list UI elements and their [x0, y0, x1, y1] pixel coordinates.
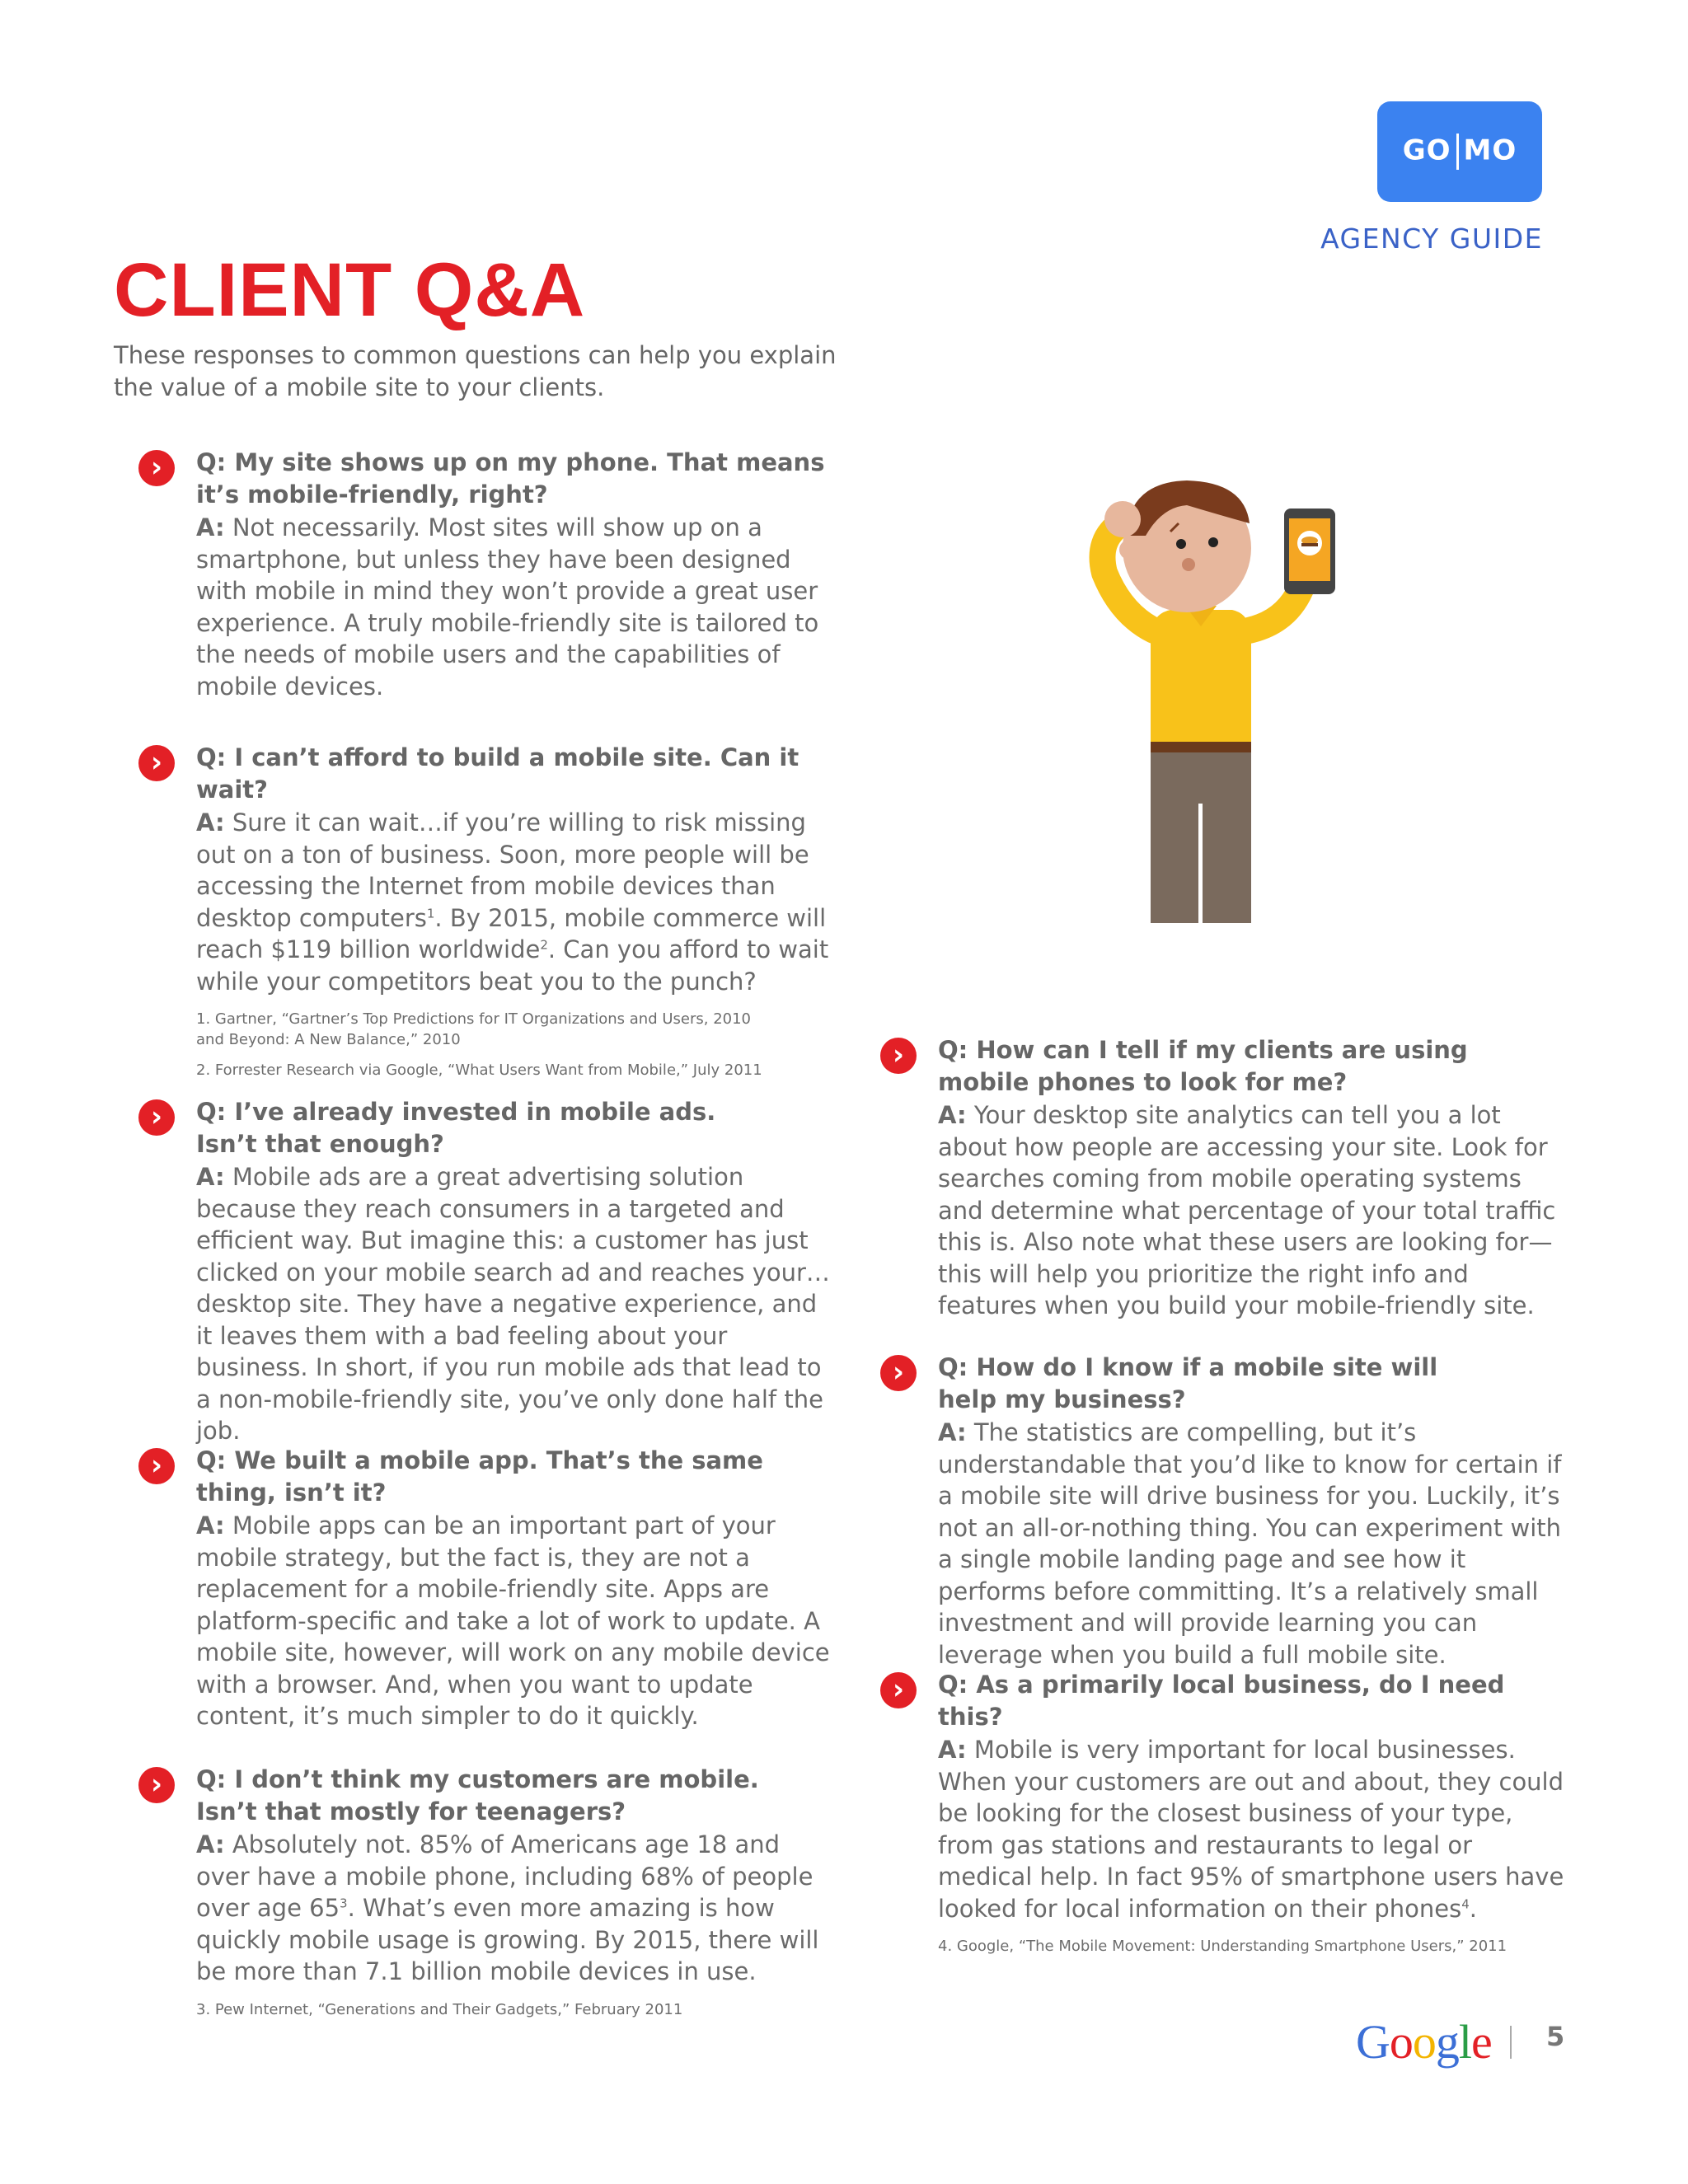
chevron-right-icon: › [138, 745, 175, 781]
agency-guide-label: AGENCY GUIDE [1320, 223, 1543, 255]
qa-item [892, 1669, 1564, 1957]
intro-text: These responses to common questions can help you explain the value of a mobile site to your clients. [114, 341, 837, 401]
question: Q: My site shows up on my phone. That means it’s mobile-friendly, right? [196, 448, 825, 509]
qa-item [150, 1445, 839, 1732]
page-number: 5 [1546, 2021, 1565, 2052]
qa-item [892, 1352, 1564, 1671]
chevron-right-icon: › [138, 1448, 175, 1484]
page-title: CLIENT Q&A [114, 248, 586, 332]
question: Q: I can’t afford to build a mobile site. Can it wait? [196, 743, 799, 804]
question: Q: How do I know if a mobile site will help my business? [938, 1353, 1438, 1413]
question: Q: I’ve already invested in mobile ads. Isn’t that enough? [196, 1098, 716, 1158]
answer: A: Your desktop site analytics can tell you a lot about how people are accessing your site. Look for searches coming from mobile operating systems and determine what percentage of your total traffic this is. Also note what these users are looking for—this will help you prioritize the right info and features when you build your mobile-friendly site. [938, 1101, 1556, 1319]
question: Q: As a primarily local business, do I need this? [938, 1671, 1505, 1731]
chevron-right-icon: › [880, 1038, 917, 1074]
answer: A: Sure it can wait…if you’re willing to risk missing out on a ton of business. Soon, more people will be accessing the Internet from mobile devices than desktop computers$^1$. By 2015, mobile commerce will reach $119 billion worldwide$^2$. Can you afford to wait while your competitors beat you to the punch? [196, 808, 829, 996]
footnote: 4. Google, “The Mobile Movement: Understanding Smartphone Users,” 2011 [938, 1938, 1507, 1955]
answer: A: Mobile is very important for local businesses. When your customers are out and about, they could be looking for the closest business of your type, from gas stations and restaurants to legal or medical help. In fact 95% of smartphone users have looked for local information on their phones$^4$. [938, 1736, 1564, 1923]
footer-divider [1510, 2026, 1512, 2059]
answer: A: Mobile ads are a great advertising solution because they reach consumers in a targeted and efficient way. But imagine this: a customer has just clicked on your mobile search ad and reaches your…desktop site. They have a negative experience, and it leaves them with a bad feeling about your business. In short, if you run mobile ads that lead to a non-mobile-friendly site, you’ve only done half the job. [196, 1163, 830, 1445]
chevron-right-icon: › [138, 1099, 175, 1136]
footnote: 3. Pew Internet, “Generations and Their Gadgets,” February 2011 [196, 2000, 683, 2018]
footnote: 2. Forrester Research via Google, “What Users Want from Mobile,” July 2011 [196, 1062, 762, 1079]
answer: A: The statistics are compelling, but it’s understandable that you’d like to know for certain if a mobile site will drive business for you. Luckily, it’s not an all-or-nothing thing. You can experiment with a single mobile landing page and see how it performs before committing. It’s a relatively small investment and will provide learning you can leverage when you build a full mobile site. [938, 1418, 1562, 1669]
answer: A: Absolutely not. 85% of Americans age 18 and over have a mobile phone, including 68% of people over age $65^3$. What’s even more amazing is how quickly mobile usage is growing. By 2015, there will be more than 7.1 billion mobile devices in use. [196, 1830, 819, 1985]
qa-item [150, 447, 839, 702]
chevron-right-icon: › [880, 1672, 917, 1708]
answer: A: Not necessarily. Most sites will show up on a smartphone, but unless they have been designed with mobile in mind they won’t provide a great user experience. A truly mobile-friendly site is tailored to the needs of mobile users and the capabilities of mobile devices. [196, 513, 819, 701]
qa-item [150, 742, 839, 1080]
chevron-right-icon: › [138, 1767, 175, 1803]
question: Q: We built a mobile app. That’s the same thing, isn’t it? [196, 1446, 763, 1507]
qa-item [892, 1034, 1564, 1322]
question: Q: I don’t think my customers are mobile. Isn’t that mostly for teenagers? [196, 1765, 759, 1825]
chevron-right-icon: › [880, 1355, 917, 1391]
footnote: 1. Gartner, “Gartner’s Top Predictions for IT Organizations and Users, 2010 and Beyond: A New Balance,” 2010 [196, 1010, 752, 1048]
question: Q: How can I tell if my clients are using mobile phones to look for me? [938, 1036, 1468, 1096]
qa-item [150, 1096, 839, 1447]
gomo-logo-text: GO MO [1403, 134, 1517, 170]
chevron-right-icon: › [138, 450, 175, 486]
man-with-phone-illustration [1088, 457, 1418, 927]
gomo-logo [1377, 101, 1542, 202]
answer: A: Mobile apps can be an important part of your mobile strategy, but the fact is, they are not a replacement for a mobile-friendly site. Apps are platform-specific and take a lot of work to update. A mobile site, however, will work on any mobile device with a browser. And, when you want to update content, it’s much simpler to do it quickly. [196, 1511, 830, 1730]
qa-item [150, 1764, 839, 2020]
google-logo: Google [1356, 2015, 1492, 2069]
